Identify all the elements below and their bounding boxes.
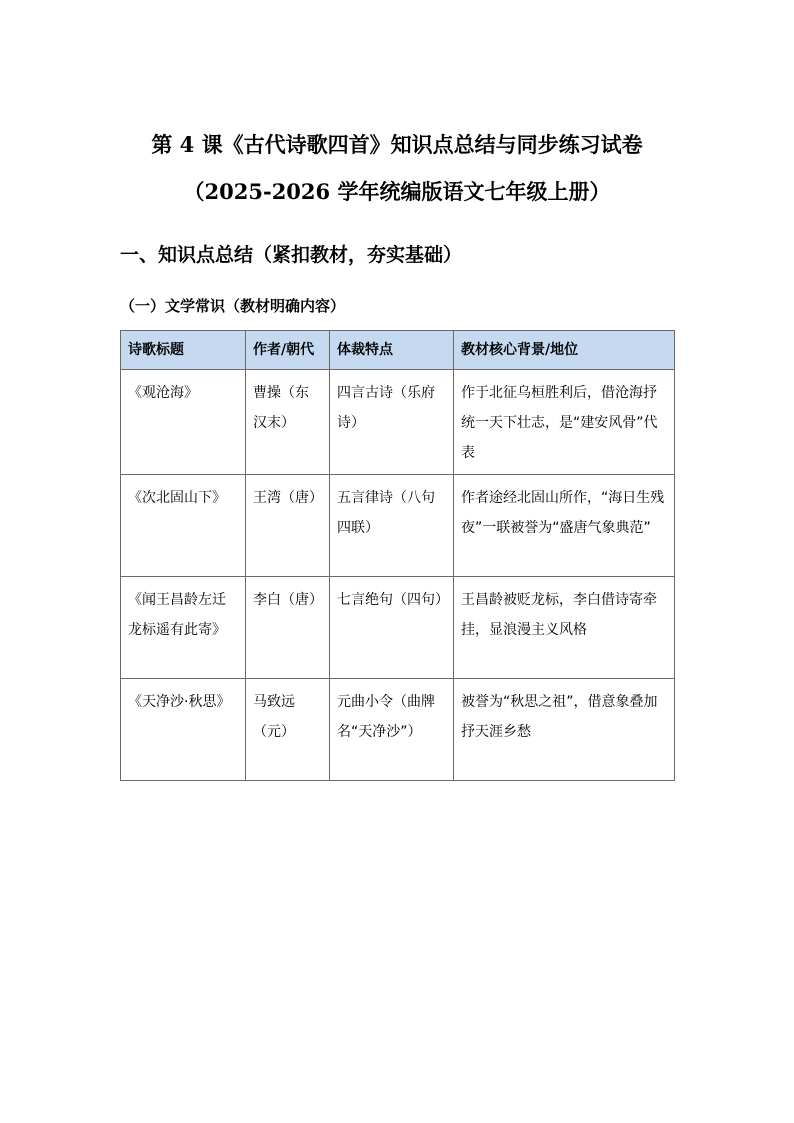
- cell-author-dynasty: 曹操（东汉末）: [246, 370, 330, 475]
- table-row: [121, 577, 675, 679]
- table-header-row: [121, 331, 675, 370]
- cell-poem-title: 《次北固山下》: [121, 475, 246, 577]
- header-background: 教材核心背景/地位: [454, 331, 675, 370]
- cell-poem-title: 《天净沙·秋思》: [121, 679, 246, 781]
- header-poem-title: 诗歌标题: [121, 331, 246, 370]
- cell-genre: 七言绝句（四句）: [330, 577, 454, 679]
- cell-author-dynasty: 马致远（元）: [246, 679, 330, 781]
- cell-genre: 四言古诗（乐府诗）: [330, 370, 454, 475]
- cell-poem-title: 《闻王昌龄左迁龙标遥有此寄》: [121, 577, 246, 679]
- literary-knowledge-table: [120, 330, 675, 781]
- cell-poem-title: 《观沧海》: [121, 370, 246, 475]
- subsection-heading-literary-knowledge: （一）文学常识（教材明确内容）: [120, 297, 346, 315]
- table-row: [121, 679, 675, 781]
- cell-genre: 元曲小令（曲牌名“天净沙”）: [330, 679, 454, 781]
- cell-author-dynasty: 李白（唐）: [246, 577, 330, 679]
- table-row: [121, 475, 675, 577]
- header-genre: 体裁特点: [330, 331, 454, 370]
- header-author-dynasty: 作者/朝代: [246, 331, 330, 370]
- document-title-line-1: 第 4 课《古代诗歌四首》知识点总结与同步练习试卷: [151, 132, 643, 157]
- document-title-line-2: （2025-2026 学年统编版语文七年级上册）: [183, 179, 611, 204]
- cell-genre: 五言律诗（八句四联）: [330, 475, 454, 577]
- cell-background: 作于北征乌桓胜利后，借沧海抒统一天下壮志，是“建安风骨”代表: [454, 370, 675, 475]
- table-row: [121, 370, 675, 475]
- cell-background: 作者途经北固山所作，“海日生残夜”一联被誉为“盛唐气象典范”: [454, 475, 675, 577]
- cell-background: 被誉为“秋思之祖”，借意象叠加抒天涯乡愁: [454, 679, 675, 781]
- cell-background: 王昌龄被贬龙标，李白借诗寄牵挂，显浪漫主义风格: [454, 577, 675, 679]
- section-heading-knowledge-summary: 一、知识点总结（紧扣教材，夯实基础）: [120, 244, 463, 266]
- cell-author-dynasty: 王湾（唐）: [246, 475, 330, 577]
